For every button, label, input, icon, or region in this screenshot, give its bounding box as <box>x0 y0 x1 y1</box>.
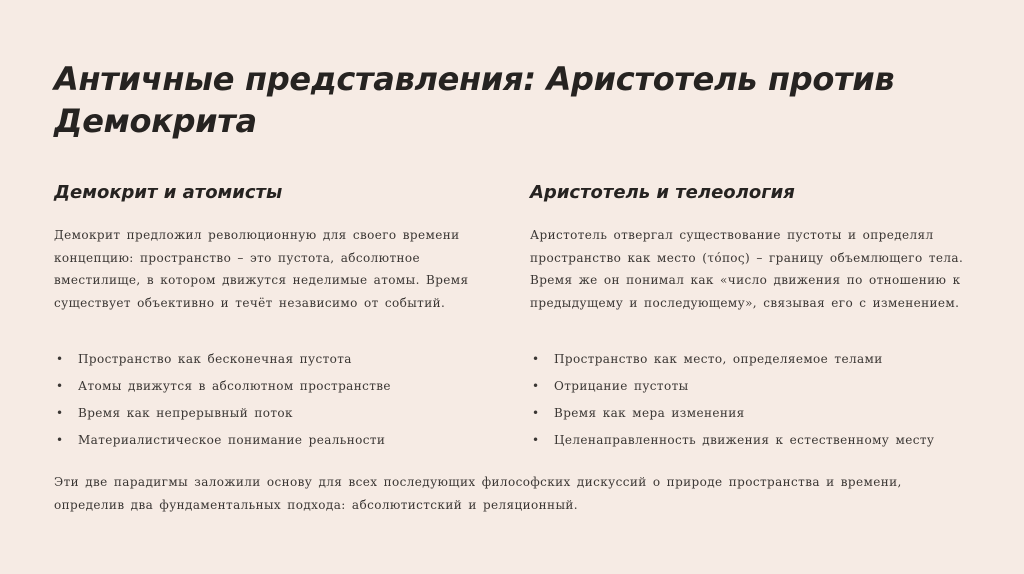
list-item-text: Отрицание пустоты <box>554 379 689 393</box>
list-item <box>54 346 474 373</box>
aristotle-column <box>530 180 970 447</box>
list-item <box>54 373 474 400</box>
bullet-icon: • <box>56 433 64 447</box>
list-item <box>530 373 970 400</box>
aristotle-paragraph: Аристотель отвергал существование пустоты и определял пространство как место (τόπος) – границу объемлющего тела. Время же он понимал как «число движения по отношению к предыдущему и последующему», связывая его с изменением. <box>530 228 964 310</box>
bullet-icon: • <box>56 352 64 366</box>
aristotle-bullet-list <box>530 346 970 454</box>
list-item <box>54 400 474 427</box>
aristotle-heading: Аристотель и телеология <box>530 182 795 203</box>
bullet-icon: • <box>532 379 540 393</box>
democritus-paragraph: Демокрит предложил революционную для своего времени концепцию: пространство – это пустота, абсолютное вместилище, в котором движутся неделимые атомы. Время существует объективно и течёт независимо от событий. <box>54 228 469 310</box>
bullet-icon: • <box>56 406 64 420</box>
list-item-text: Материалистическое понимание реальности <box>78 433 386 447</box>
list-item-text: Атомы движутся в абсолютном пространстве <box>78 379 391 393</box>
democritus-column <box>54 180 474 447</box>
list-item-text: Пространство как бесконечная пустота <box>78 352 352 366</box>
list-item <box>54 427 474 454</box>
bullet-icon: • <box>532 352 540 366</box>
democritus-bullet-list <box>54 346 474 454</box>
list-item-text: Время как непрерывный поток <box>78 406 293 420</box>
list-item-text: Целенаправленность движения к естественному месту <box>554 433 935 447</box>
list-item <box>530 346 970 373</box>
bullet-icon: • <box>532 406 540 420</box>
list-item-text: Время как мера изменения <box>554 406 745 420</box>
conclusion-paragraph: Эти две парадигмы заложили основу для всех последующих философских дискуссий о природе пространства и времени, определив два фундаментальных подхода: абсолютистский и реляционный. <box>54 475 902 512</box>
bullet-icon: • <box>56 379 64 393</box>
list-item <box>530 400 970 427</box>
democritus-heading: Демокрит и атомисты <box>54 182 283 203</box>
list-item-text: Пространство как место, определяемое телами <box>554 352 883 366</box>
list-item <box>530 427 970 454</box>
page-title: Античные представления: Аристотель против Демокрита <box>54 60 895 140</box>
bullet-icon: • <box>532 433 540 447</box>
